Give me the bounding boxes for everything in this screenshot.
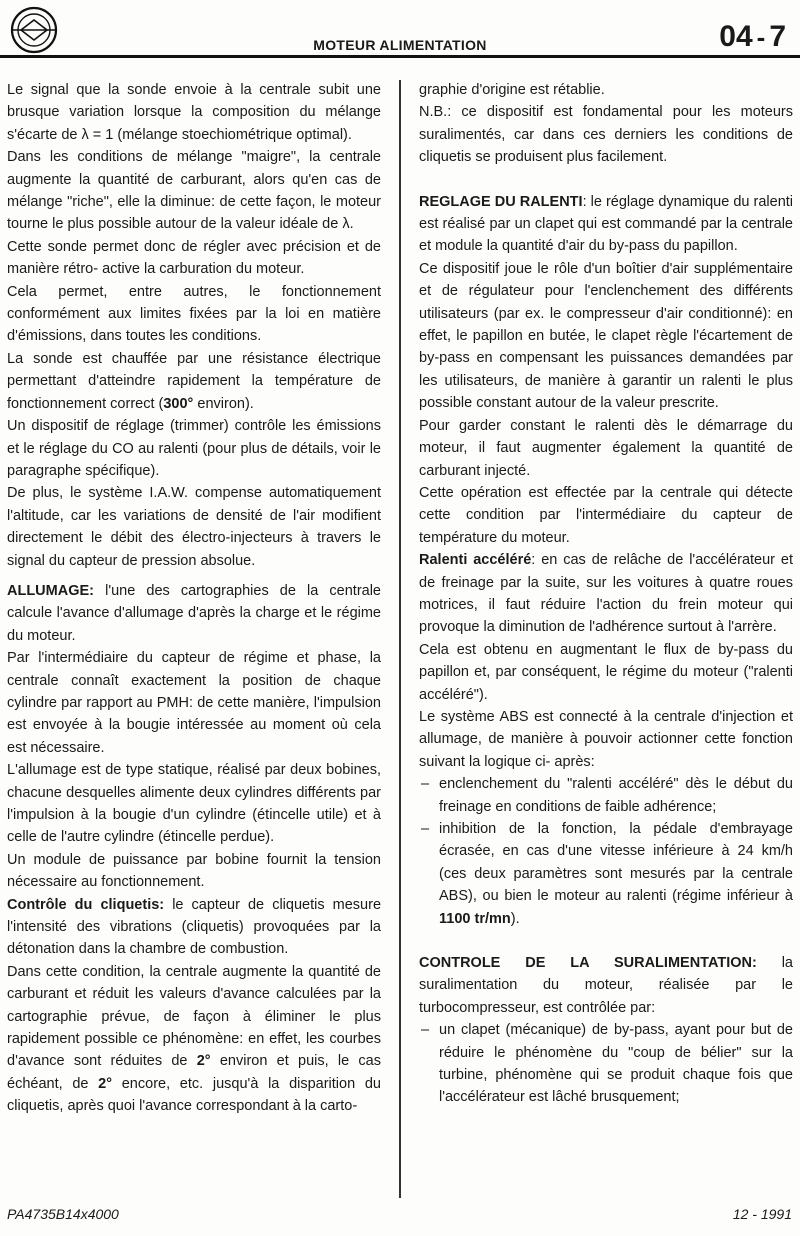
text-run: La sonde est chauffée par une résistance électrique permettant d'atteindre rapidement la température de fonctionnement correct ( [7,350,381,412]
text-run-bold: 300° [163,395,194,412]
text-run: le capteur de cliquetis mesure l'intensité des vibrations (cliquetis) provoquées par la détonation dans la chambre de combustion. [7,896,382,958]
text-run: : le réglage dynamique du ralenti est réalisé par un clapet qui est commandé par la centrale et module la quantité d'air du by-pass du papillon. [419,193,794,255]
ralenti-heading: REGLAGE DU RALENTI [419,193,583,210]
page-index: 7 [769,20,786,53]
text-run-bold: 1100 tr/mn [439,910,511,927]
text-run: environ et puis, le cas échéant, de [7,1053,381,1092]
paragraph: Le signal que la sonde envoie à la centrale subit une brusque variation lorsque la composition du mélange s'écarte de λ = 1 (mélange stoechiométrique optimal). [7,82,381,143]
suralimentation-heading: CONTROLE DE LA SURALIMENTATION: [419,955,757,972]
page-separator: - [756,22,766,52]
list-item: – enclenchement du "ralenti accéléré" dès le début du freinage en conditions de faible adhérence; [419,773,793,818]
ralenti-accelere-heading: Ralenti accéléré [419,552,532,569]
paragraph: Cette opération est effectée par la centrale qui détecte cette condition par l'intermédiaire du capteur de température du moteur. [419,484,793,546]
paragraph [7,348,381,415]
cliquetis-heading: Contrôle du cliquetis: [7,896,165,913]
spacer [419,930,793,952]
text-run: ). [510,910,520,927]
paragraph: Cela permet, entre autres, le fonctionnement conformément aux limites fixées par la loi en matière d'émissions, dans toutes les conditions. [7,283,381,345]
page-header [0,0,800,66]
cliquetis-paragraph [7,894,381,961]
allumage-heading: ALLUMAGE: [7,582,94,599]
paragraph: Ce dispositif joue le rôle d'un boîtier d'air supplémentaire et de régulateur pour l'enclenchement des différents utilisateurs (par ex. le compresseur d'air conditionné): en effet, le papillon en butée, le clapet règle l'écartement de by-pass en compensant les puissances demandées par les utilisateurs, de manière à garantir un ralenti le plus possible constant autour de la valeur prescrite. [419,260,793,412]
spacer [7,572,381,580]
paragraph: N.B.: ce dispositif est fondamental pour les moteurs suralimentés, car dans ces derniers les conditions de cliquetis se produisent plus facilement. [419,104,793,166]
paragraph: Par l'intermédiaire du capteur de régime et phase, la centrale connaît exactement la position de chaque cylindre par rapport au PMH: de cette manière, l'impulsion est envoyée à la bougie intéressée au moment où cela est nécessaire. [7,650,381,756]
column-divider [399,80,401,1198]
list-item: – un clapet (mécanique) de by-pass, ayant pour but de réduire le phénomène du "coup de bélier" sur la turbine, phénomène qui se produit chaque fois que l'accélérateur est lâché brusquement; [419,1019,793,1109]
paragraph: De plus, le système I.A.W. compense automatiquement l'altitude, car les variations de densité de l'air modifient directement le débit des électro-injecteurs à travers le signal du capteur de pression absolue. [7,485,381,569]
ralenti-paragraph [419,191,793,258]
text-run: l'une des cartographies de la centrale calcule l'avance d'allumage d'après la charge et le régime du moteur. [7,582,381,644]
text-run: la suralimentation du moteur, réalisée par le turbocompresseur, est contrôlée par: [419,955,793,1016]
list-item [419,818,793,930]
suralimentation-paragraph [419,952,793,1019]
right-column [419,79,793,1109]
header-rule [0,55,800,58]
paragraph: Pour garder constant le ralenti dès le démarrage du moteur, il faut augmenter également la quantité de carburant injecté. [419,417,793,479]
text-run: inhibition de la fonction, la pédale d'embrayage écrasée, en cas d'une vitesse inférieure à 24 km/h (ces deux paramètres sont mesurés par la centrale ABS), ou bien le moteur au ralenti (régime inférieur à [439,821,793,905]
spacer [419,169,793,191]
text-run: : en cas de relâche de l'accélérateur et de freinage par la suite, sur les voitures à quatre roues motrices, il faut réduire l'action du frein moteur qui provoque la diminution de l'adhérence surtout à l'arrère. [419,552,793,636]
page-footer [7,1206,792,1222]
section-title: MOTEUR ALIMENTATION [313,37,487,53]
suralimentation-list [419,1019,793,1109]
paragraph [7,961,381,1118]
text-run: environ). [193,395,254,412]
allumage-paragraph [7,580,381,647]
left-column [7,79,381,1118]
paragraph: L'allumage est de type statique, réalisé par deux bobines, chacune desquelles alimente deux cylindres différents par l'impulsion à la bougie d'un cylindre (étincelle utile) et à celle de l'autre cylindre (étincelle perdue). [7,762,381,846]
paragraph: graphie d'origine est rétablie. [419,82,605,98]
page-number [719,20,786,54]
paragraph: Un dispositif de réglage (trimmer) contrôle les émissions et le réglage du CO au ralenti (pour plus de détails, voir le paragraphe spécifique). [7,418,381,479]
text-run: Dans cette condition, la centrale augmente la quantité de carburant et réduit les valeurs d'avance calculées par la cartographie prévue, de façon à éliminer le plus rapidement possible ce phénomène: en effet, les courbes d'avance sont réduites de [7,963,381,1070]
ralenti-accelere-paragraph [419,549,793,639]
paragraph: Un module de puissance par bobine fournit la tension nécessaire au fonctionnement. [7,851,381,891]
paragraph: Dans les conditions de mélange "maigre", la centrale augmente la quantité de carburant, alors qu'en cas de mélange "riche", elle la diminue: de cette façon, le moteur tourne le plus possible autour de la valeur idéale de λ. [7,149,381,233]
publication-date: 12 - 1991 [732,1206,792,1222]
paragraph: Cela est obtenu en augmentant le flux de by-pass du papillon et, par conséquent, le régime du moteur ("ralenti accéléré"). [419,641,793,703]
page-section: 04 [719,20,753,53]
paragraph: Cette sonde permet donc de régler avec précision et de manière rétro- active la carburation du moteur. [7,238,381,278]
text-run-bold: 2° [98,1075,113,1092]
document-reference: PA4735B14x4000 [7,1206,119,1222]
text-run-bold: 2° [196,1053,211,1070]
paragraph: Le système ABS est connecté à la centrale d'injection et allumage, de manière à pouvoir actionner cette fonction suivant la logique ci- après: [419,708,793,770]
text-run: encore, etc. jusqu'à la disparition du cliquetis, après quoi l'avance correspondant à la carto- [7,1075,381,1115]
abs-logic-list [419,773,793,930]
